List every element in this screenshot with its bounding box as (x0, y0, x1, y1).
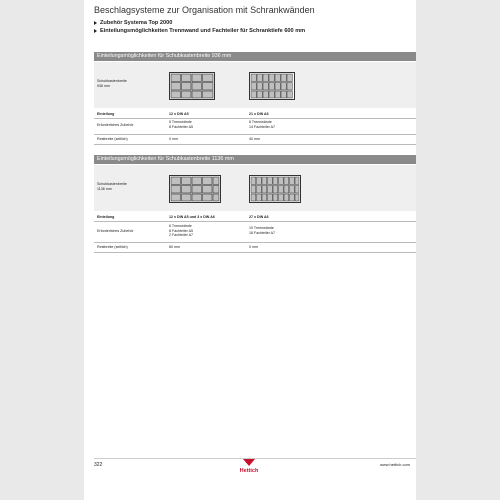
cell: 8 Fachteiler A5 (169, 124, 193, 129)
document-page (84, 0, 416, 500)
cell: 27 x DIN A6 (249, 215, 269, 219)
section2-row-rest (94, 245, 416, 251)
cell: 5 Trennwände (169, 120, 192, 124)
section2-row-zubehoer (94, 224, 416, 240)
page-title: Beschlagsysteme zur Organisation mit Schrankwänden (94, 5, 315, 15)
divider (94, 221, 416, 222)
hettich-logo (234, 458, 264, 474)
divider (94, 242, 416, 243)
row-label: Restbreite (seitlich) (97, 137, 128, 141)
cell: 2 Fachteiler A7 (169, 233, 193, 237)
section1-row-rest (94, 137, 416, 143)
website-url: www.hettich.com (379, 462, 410, 467)
cell: 6 Trennwände (249, 120, 272, 124)
cell: 12 x DIN A5 (169, 112, 189, 116)
section1-image-label-1: Schubkastenbreite (97, 79, 127, 83)
cell: 18 Fachteiler A7 (249, 230, 275, 235)
section1-heading: Einteilungsmöglichkeiten für Schubkastenbreite 936 mm (94, 52, 416, 61)
cell: 8 Fachteiler A5 (169, 228, 193, 233)
cell: 80 mm (169, 245, 180, 249)
row-label: Restbreite (seitlich) (97, 245, 128, 249)
page-number: 322 (94, 462, 103, 468)
arrow-right-icon (94, 29, 97, 33)
drawer-layout-936-a5-image (169, 72, 215, 100)
cell: 0 mm (169, 137, 178, 141)
cell: 10 Trennwände (249, 226, 274, 230)
drawer-layout-1136-a6-image (249, 175, 301, 203)
section2-heading: Einteilungsmöglichkeiten für Schubkastenbreite 1136 mm (94, 155, 416, 164)
drawer-layout-936-a6-image (249, 72, 295, 100)
cell: 21 x DIN A6 (249, 112, 269, 116)
subtitle-line-1 (94, 20, 172, 26)
subtitle-line-1-text: Zubehör Systema Top 2000 (100, 20, 173, 26)
row-label: Einteilung (97, 112, 115, 116)
section2-image-label-1: Schubkastenbreite (97, 182, 127, 186)
divider (94, 118, 416, 119)
section1-image-label-2: 936 mm (97, 84, 110, 88)
divider (94, 144, 416, 145)
arrow-right-icon (94, 21, 97, 25)
divider (94, 252, 416, 253)
section2-image-row (94, 165, 416, 211)
divider (94, 134, 416, 135)
subtitle-line-2-text: Einteilungsmöglichkeiten Trennwand und Fachteiler für Schranktiefe 600 mm (100, 28, 306, 34)
row-label: Einteilung (97, 215, 115, 219)
svg-text:Hettich: Hettich (239, 468, 259, 474)
row-label: Erforderliches Zubehör (97, 229, 134, 233)
cell: 0 mm (249, 245, 258, 249)
cell: 40 mm (249, 137, 260, 141)
section1-row-zubehoer (94, 120, 416, 132)
subtitle-line-2 (94, 28, 305, 34)
section2-image-label-2: 1136 mm (97, 187, 112, 191)
row-label: Erforderliches Zubehör (97, 123, 134, 127)
cell: 12 x DIN A5 und 3 x DIN A6 (169, 215, 215, 219)
drawer-layout-1136-a5-a6-image (169, 175, 221, 203)
cell: 14 Fachteiler A7 (249, 124, 275, 129)
cell: 6 Trennwände (169, 224, 192, 228)
section1-image-row (94, 62, 416, 108)
